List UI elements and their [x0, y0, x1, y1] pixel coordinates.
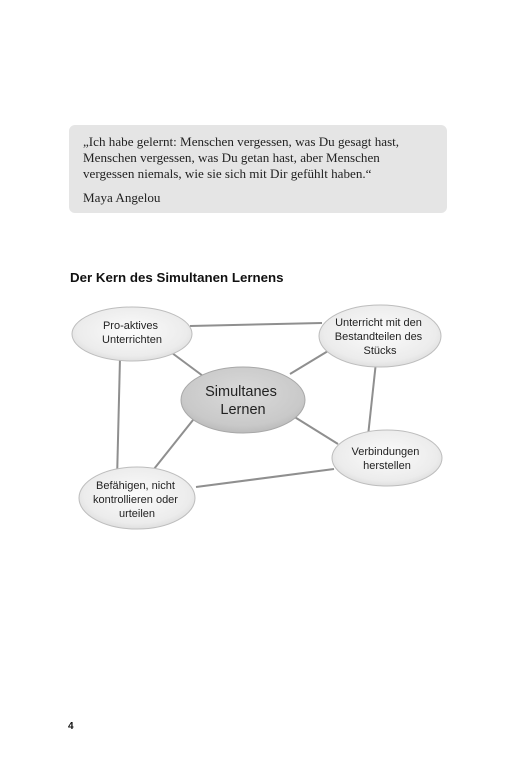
- page-number: 4: [68, 721, 74, 732]
- node-label-line: urteilen: [118, 508, 156, 520]
- connector-line: [117, 358, 120, 480]
- node-verbindungen-ellipse: [332, 430, 442, 486]
- connector-line: [293, 416, 338, 444]
- node-label-line: herstellen: [363, 460, 411, 472]
- node-label-line: Verbindungen: [351, 446, 420, 458]
- center-label-line: Simultanes: [205, 384, 277, 400]
- connector-line: [290, 351, 328, 374]
- node-label-line: Bestandteilen des: [334, 331, 423, 343]
- node-label-line: Stücks: [363, 345, 397, 357]
- connector-line: [368, 362, 376, 436]
- center-label-line: Lernen: [220, 402, 266, 418]
- connector-line: [190, 323, 322, 326]
- quote-line: Menschen vergessen, was Du getan hast, aber Menschen: [83, 150, 380, 165]
- quote-author: Maya Angelou: [83, 190, 161, 205]
- connector-line: [196, 469, 334, 487]
- node-label-line: Unterrichten: [102, 334, 162, 346]
- connector-line: [150, 415, 197, 474]
- quote-line: vergessen niemals, wie sie sich mit Dir gefühlt haben.“: [83, 166, 372, 181]
- center-node-ellipse: [181, 367, 305, 433]
- node-label-line: Unterricht mit den: [335, 317, 422, 329]
- node-label-line: Pro-aktives: [102, 320, 158, 332]
- node-label-line: kontrollieren oder: [92, 494, 178, 506]
- section-title: Der Kern des Simultanen Lernens: [70, 270, 284, 285]
- quote-line: „Ich habe gelernt: Menschen vergessen, was Du gesagt hast,: [83, 134, 400, 149]
- node-label-line: Befähigen, nicht: [96, 480, 175, 492]
